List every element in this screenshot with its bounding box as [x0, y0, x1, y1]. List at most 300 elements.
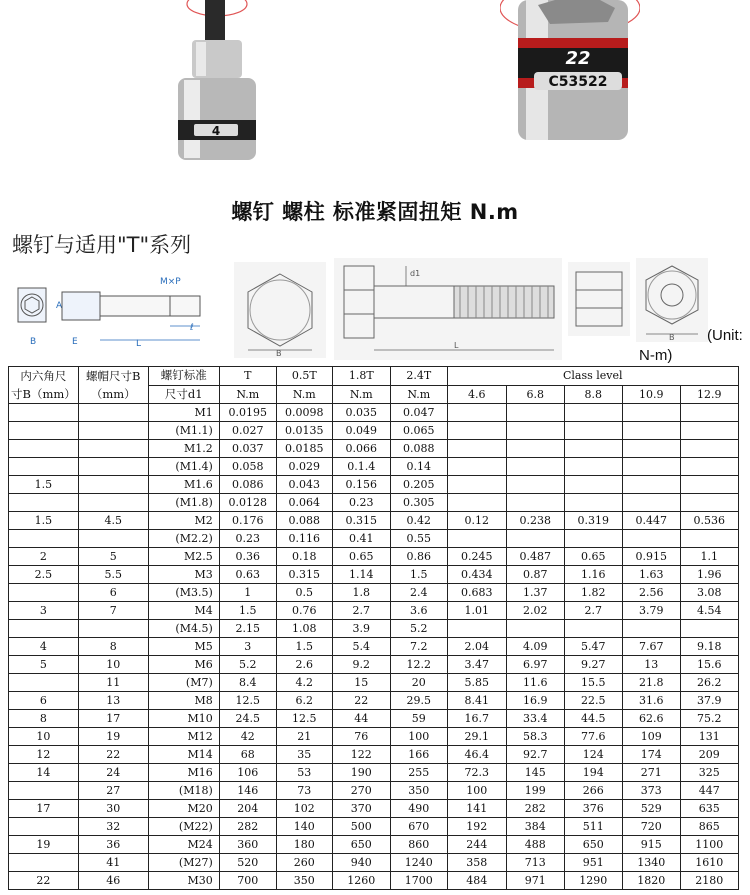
table-cell: 490 — [390, 800, 447, 818]
table-cell: 42 — [219, 728, 276, 746]
table-row — [9, 422, 739, 440]
table-cell: 0.049 — [332, 422, 390, 440]
table-cell: 0.536 — [680, 512, 738, 530]
table-cell — [78, 620, 148, 638]
table-cell — [680, 440, 738, 458]
table-row — [9, 674, 739, 692]
table-cell: 3.9 — [332, 620, 390, 638]
table-cell — [78, 476, 148, 494]
torque-table — [8, 366, 739, 890]
table-cell: 3 — [219, 638, 276, 656]
table-row — [9, 638, 739, 656]
table-cell — [9, 674, 79, 692]
table-cell: 29.1 — [447, 728, 506, 746]
table-cell: 0.0128 — [219, 494, 276, 512]
table-cell: 8 — [78, 638, 148, 656]
table-cell: 0.088 — [276, 512, 332, 530]
table-cell: 204 — [219, 800, 276, 818]
unit-24t: N.m — [390, 385, 447, 404]
table-cell: 650 — [332, 836, 390, 854]
class-88: 8.8 — [564, 385, 622, 404]
table-cell: 700 — [219, 872, 276, 890]
table-cell: 0.088 — [390, 440, 447, 458]
socket-small-label: 4 — [211, 124, 221, 138]
table-cell: 13 — [622, 656, 680, 674]
table-cell: 5.2 — [219, 656, 276, 674]
nut-b-label: B — [669, 333, 675, 342]
table-cell: 384 — [506, 818, 564, 836]
table-cell: 3.08 — [680, 584, 738, 602]
header-nut-size-line2: （mm） — [90, 387, 136, 401]
table-row — [9, 566, 739, 584]
table-row — [9, 764, 739, 782]
table-cell — [78, 530, 148, 548]
table-row — [9, 602, 739, 620]
table-cell: 282 — [219, 818, 276, 836]
table-cell: 0.63 — [219, 566, 276, 584]
table-cell: 1.96 — [680, 566, 738, 584]
table-cell: 19 — [78, 728, 148, 746]
table-cell: 76 — [332, 728, 390, 746]
table-row — [9, 800, 739, 818]
table-cell: 271 — [622, 764, 680, 782]
table-cell: 102 — [276, 800, 332, 818]
table-cell: 1.16 — [564, 566, 622, 584]
table-cell: 4.2 — [276, 674, 332, 692]
table-cell: 0.058 — [219, 458, 276, 476]
header-hex-size-line1: 内六角尺 — [20, 369, 67, 383]
table-cell: 194 — [564, 764, 622, 782]
table-cell: 484 — [447, 872, 506, 890]
table-cell — [9, 782, 79, 800]
table-cell — [78, 422, 148, 440]
table-cell: (M3.5) — [148, 584, 219, 602]
table-cell — [506, 530, 564, 548]
table-cell: 0.86 — [390, 548, 447, 566]
table-cell: 1.63 — [622, 566, 680, 584]
table-cell: 0.0098 — [276, 404, 332, 422]
table-cell — [447, 458, 506, 476]
table-cell — [506, 404, 564, 422]
table-cell: (M1.1) — [148, 422, 219, 440]
table-cell — [78, 440, 148, 458]
table-cell: 0.434 — [447, 566, 506, 584]
table-row — [9, 620, 739, 638]
table-cell: 270 — [332, 782, 390, 800]
bolt-b-label: B — [276, 349, 282, 358]
table-cell — [447, 422, 506, 440]
table-cell: 174 — [622, 746, 680, 764]
table-cell: 180 — [276, 836, 332, 854]
hex-bit-socket-image — [172, 0, 262, 165]
nut-top-drawing — [636, 258, 708, 342]
table-cell: 46 — [78, 872, 148, 890]
table-cell: 0.305 — [390, 494, 447, 512]
table-cell: 4.54 — [680, 602, 738, 620]
table-cell — [680, 476, 738, 494]
table-cell — [9, 422, 79, 440]
table-cell: 2.7 — [332, 602, 390, 620]
table-cell: 0.156 — [332, 476, 390, 494]
table-row — [9, 404, 739, 422]
table-cell: M30 — [148, 872, 219, 890]
table-cell: 44 — [332, 710, 390, 728]
table-cell: 15.6 — [680, 656, 738, 674]
table-cell — [680, 620, 738, 638]
table-cell — [564, 620, 622, 638]
table-cell: (M2.2) — [148, 530, 219, 548]
table-row — [9, 458, 739, 476]
table-cell: 122 — [332, 746, 390, 764]
table-cell: 2.02 — [506, 602, 564, 620]
table-cell — [680, 404, 738, 422]
table-cell: 1.14 — [332, 566, 390, 584]
table-cell: 14 — [9, 764, 79, 782]
table-cell — [9, 458, 79, 476]
table-cell: 53 — [276, 764, 332, 782]
table-cell: 8.41 — [447, 692, 506, 710]
header-18t: 1.8T — [332, 367, 390, 386]
table-cell: 1.8 — [332, 584, 390, 602]
table-cell: 0.086 — [219, 476, 276, 494]
table-cell — [78, 458, 148, 476]
product-photos — [0, 0, 750, 180]
table-cell: 0.87 — [506, 566, 564, 584]
class-46: 4.6 — [447, 385, 506, 404]
table-cell: 325 — [680, 764, 738, 782]
table-cell: 146 — [219, 782, 276, 800]
table-cell: 0.047 — [390, 404, 447, 422]
table-row — [9, 710, 739, 728]
table-cell: 4 — [9, 638, 79, 656]
table-cell: 0.043 — [276, 476, 332, 494]
table-cell: 9.18 — [680, 638, 738, 656]
table-cell: 3.79 — [622, 602, 680, 620]
table-cell: 447 — [680, 782, 738, 800]
header-hex-size — [9, 367, 79, 404]
table-cell: 5.47 — [564, 638, 622, 656]
table-cell — [622, 620, 680, 638]
table-cell: 360 — [219, 836, 276, 854]
table-cell: 1.82 — [564, 584, 622, 602]
table-cell: 3 — [9, 602, 79, 620]
hex-head-drawing — [234, 262, 326, 358]
label-l: L — [136, 339, 142, 349]
table-cell: 0.65 — [564, 548, 622, 566]
table-cell: 17 — [9, 800, 79, 818]
table-cell: 0.18 — [276, 548, 332, 566]
table-cell: 166 — [390, 746, 447, 764]
table-cell: 9.27 — [564, 656, 622, 674]
header-row-1 — [9, 367, 739, 386]
table-cell: 1290 — [564, 872, 622, 890]
table-cell: 720 — [622, 818, 680, 836]
table-cell: M3 — [148, 566, 219, 584]
table-cell — [447, 494, 506, 512]
table-cell: 2180 — [680, 872, 738, 890]
table-row — [9, 440, 739, 458]
table-cell: 24 — [78, 764, 148, 782]
table-cell: 4.09 — [506, 638, 564, 656]
table-cell: 141 — [447, 800, 506, 818]
table-row — [9, 476, 739, 494]
table-cell — [9, 494, 79, 512]
table-cell: M20 — [148, 800, 219, 818]
table-cell: 0.066 — [332, 440, 390, 458]
table-cell: 5.5 — [78, 566, 148, 584]
table-cell: 72.3 — [447, 764, 506, 782]
table-cell: 131 — [680, 728, 738, 746]
table-cell: (M1.8) — [148, 494, 219, 512]
table-cell: 350 — [390, 782, 447, 800]
table-cell: 0.029 — [276, 458, 332, 476]
table-cell: 1.5 — [9, 512, 79, 530]
table-cell: 41 — [78, 854, 148, 872]
table-cell: 1820 — [622, 872, 680, 890]
table-cell: 5.2 — [390, 620, 447, 638]
table-cell — [680, 530, 738, 548]
table-cell: M16 — [148, 764, 219, 782]
header-class-level: Class level — [447, 367, 738, 386]
table-cell — [9, 404, 79, 422]
table-cell: 100 — [390, 728, 447, 746]
table-cell: 350 — [276, 872, 332, 890]
table-cell: 22 — [332, 692, 390, 710]
table-cell — [447, 620, 506, 638]
table-cell: 713 — [506, 854, 564, 872]
socket-size-label: 22 — [565, 48, 591, 69]
table-cell — [447, 530, 506, 548]
table-cell: M6 — [148, 656, 219, 674]
table-cell: 21.8 — [622, 674, 680, 692]
table-row — [9, 854, 739, 872]
table-cell: 255 — [390, 764, 447, 782]
table-cell — [564, 440, 622, 458]
hex-socket-image — [500, 0, 640, 150]
table-cell: 0.23 — [332, 494, 390, 512]
table-cell: 62.6 — [622, 710, 680, 728]
table-cell: 260 — [276, 854, 332, 872]
class-68: 6.8 — [506, 385, 564, 404]
table-cell: 5 — [78, 548, 148, 566]
table-cell: 0.487 — [506, 548, 564, 566]
table-cell: 12.5 — [219, 692, 276, 710]
table-cell: 26.2 — [680, 674, 738, 692]
table-cell: 266 — [564, 782, 622, 800]
table-cell: 2.5 — [9, 566, 79, 584]
table-cell: 124 — [564, 746, 622, 764]
table-cell: 10 — [9, 728, 79, 746]
table-cell: M5 — [148, 638, 219, 656]
table-cell: 0.14 — [390, 458, 447, 476]
class-109: 10.9 — [622, 385, 680, 404]
table-cell: 0.447 — [622, 512, 680, 530]
table-cell: 4.5 — [78, 512, 148, 530]
table-cell: 6 — [9, 692, 79, 710]
table-cell: 520 — [219, 854, 276, 872]
table-cell: 0.027 — [219, 422, 276, 440]
table-row — [9, 530, 739, 548]
table-cell: 373 — [622, 782, 680, 800]
table-cell — [622, 422, 680, 440]
table-cell: M24 — [148, 836, 219, 854]
table-cell: 1240 — [390, 854, 447, 872]
hex-head-drawing-box — [234, 262, 326, 358]
table-row — [9, 782, 739, 800]
table-cell: 0.76 — [276, 602, 332, 620]
table-cell: 7 — [78, 602, 148, 620]
nut-side-drawing-box — [568, 262, 630, 336]
table-cell: 635 — [680, 800, 738, 818]
table-cell — [680, 422, 738, 440]
table-cell: 20 — [390, 674, 447, 692]
table-cell — [564, 476, 622, 494]
table-cell: 24.5 — [219, 710, 276, 728]
table-cell: 68 — [219, 746, 276, 764]
label-e: E — [72, 337, 78, 347]
table-cell — [564, 404, 622, 422]
table-cell: 0.176 — [219, 512, 276, 530]
table-cell: 1.37 — [506, 584, 564, 602]
table-cell: 11 — [78, 674, 148, 692]
table-cell: 1610 — [680, 854, 738, 872]
table-cell — [447, 476, 506, 494]
table-cell: 29.5 — [390, 692, 447, 710]
table-cell: 1.08 — [276, 620, 332, 638]
table-cell: 22 — [9, 872, 79, 890]
table-row — [9, 836, 739, 854]
table-cell: 6 — [78, 584, 148, 602]
table-cell: 12.5 — [276, 710, 332, 728]
nut-side-drawing — [568, 262, 630, 336]
table-cell: 100 — [447, 782, 506, 800]
table-cell: 370 — [332, 800, 390, 818]
table-cell: 209 — [680, 746, 738, 764]
bolt-drawing — [334, 258, 562, 360]
table-cell: 1 — [219, 584, 276, 602]
table-cell: 32 — [78, 818, 148, 836]
table-cell — [9, 620, 79, 638]
table-cell: 1260 — [332, 872, 390, 890]
table-cell — [9, 818, 79, 836]
table-cell: 0.42 — [390, 512, 447, 530]
table-row — [9, 548, 739, 566]
table-cell: (M22) — [148, 818, 219, 836]
table-cell: M8 — [148, 692, 219, 710]
table-cell: 75.2 — [680, 710, 738, 728]
table-cell: 19 — [9, 836, 79, 854]
table-cell — [622, 458, 680, 476]
table-cell: 2 — [9, 548, 79, 566]
table-cell — [9, 584, 79, 602]
table-cell: 77.6 — [564, 728, 622, 746]
socket-code-label: C53522 — [548, 74, 608, 90]
table-cell: 0.0135 — [276, 422, 332, 440]
table-cell: 0.915 — [622, 548, 680, 566]
table-cell — [506, 440, 564, 458]
unit-label: (Unit: — [707, 327, 743, 344]
table-cell: 0.36 — [219, 548, 276, 566]
table-cell: 2.04 — [447, 638, 506, 656]
table-cell: (M7) — [148, 674, 219, 692]
class-129: 12.9 — [680, 385, 738, 404]
table-cell — [78, 404, 148, 422]
table-cell: 529 — [622, 800, 680, 818]
header-nut-size — [78, 367, 148, 404]
table-cell: 0.12 — [447, 512, 506, 530]
table-cell: 15.5 — [564, 674, 622, 692]
table-cell: 6.2 — [276, 692, 332, 710]
table-cell: 10 — [78, 656, 148, 674]
table-cell: 1.1 — [680, 548, 738, 566]
table-cell: 0.319 — [564, 512, 622, 530]
table-cell — [78, 494, 148, 512]
table-cell: 1.5 — [219, 602, 276, 620]
table-cell: 358 — [447, 854, 506, 872]
table-cell: 2.4 — [390, 584, 447, 602]
table-cell: (M4.5) — [148, 620, 219, 638]
table-cell: M2 — [148, 512, 219, 530]
table-row — [9, 818, 739, 836]
header-nut-size-line1: 螺帽尺寸B — [86, 369, 141, 383]
table-cell: 16.9 — [506, 692, 564, 710]
table-cell: M1.2 — [148, 440, 219, 458]
table-cell: 73 — [276, 782, 332, 800]
table-cell: M2.5 — [148, 548, 219, 566]
header-05t: 0.5T — [276, 367, 332, 386]
table-cell: 11.6 — [506, 674, 564, 692]
table-cell: 0.315 — [332, 512, 390, 530]
table-cell: 0.65 — [332, 548, 390, 566]
table-cell — [9, 440, 79, 458]
table-cell: 2.7 — [564, 602, 622, 620]
table-cell — [622, 440, 680, 458]
table-cell: M4 — [148, 602, 219, 620]
table-cell: 376 — [564, 800, 622, 818]
table-cell: 1340 — [622, 854, 680, 872]
table-cell: 282 — [506, 800, 564, 818]
table-cell: 37.9 — [680, 692, 738, 710]
table-cell — [564, 458, 622, 476]
table-cell — [564, 530, 622, 548]
table-row — [9, 584, 739, 602]
bolt-l-label: L — [454, 341, 459, 350]
table-cell: 2.6 — [276, 656, 332, 674]
table-cell — [564, 422, 622, 440]
table-cell: 15 — [332, 674, 390, 692]
table-cell: 145 — [506, 764, 564, 782]
label-b: B — [30, 337, 37, 347]
table-cell: M1 — [148, 404, 219, 422]
table-cell: 0.1.4 — [332, 458, 390, 476]
table-cell: 0.037 — [219, 440, 276, 458]
table-cell — [680, 494, 738, 512]
table-cell: 670 — [390, 818, 447, 836]
table-cell: 2.15 — [219, 620, 276, 638]
label-mxp: M×P — [160, 277, 181, 287]
label-a: A — [56, 301, 63, 311]
table-cell: 1100 — [680, 836, 738, 854]
nut-top-drawing-box — [636, 258, 708, 342]
table-cell: 1.5 — [276, 638, 332, 656]
table-cell — [622, 476, 680, 494]
table-cell: 106 — [219, 764, 276, 782]
table-cell: 33.4 — [506, 710, 564, 728]
unit-t: N.m — [219, 385, 276, 404]
table-cell: 0.205 — [390, 476, 447, 494]
table-cell: 0.683 — [447, 584, 506, 602]
table-cell — [506, 422, 564, 440]
